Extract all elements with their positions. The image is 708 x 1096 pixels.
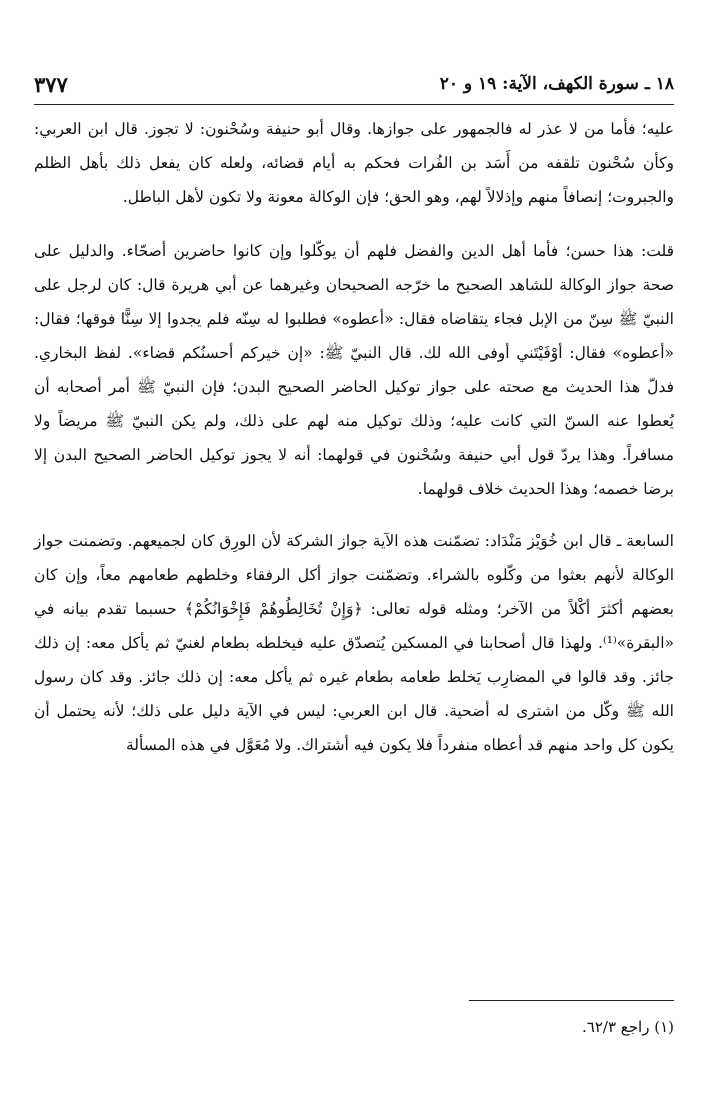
footnote-divider bbox=[469, 1000, 674, 1001]
paragraph-2: قلت: هذا حسن؛ فأما أهل الدين والفضل فلهم أن يوكّلوا وإن كانوا حاضرين أصحّاء. والدليل على صحة جواز الوكالة للشاهد الصحيح ما خرّجه الصحيحان وغيرهما عن أبي هريرة قال: كان لرجل على النبيّ ﷺ سِنّ من الإبل فجاء يتقاضاه فقال: «أعطوه» فطلبوا له سِنّه فلم يجدوا إلا سِنًّا فوقها؛ فقال: «أعطوه» فقال: أوْفَيْتَني أوفى الله لك. قال النبيّ ﷺ: «إن خيركم أحسنُكم قضاء». لفظ البخاري. فدلّ هذا الحديث مع صحته على جواز توكيل الحاضر الصحيح البدن؛ فإن النبيّ ﷺ أمر أصحابه أن يُعطوا عنه السنّ التي كانت عليه؛ وذلك توكيل منه لهم على ذلك، ولم يكن النبيّ ﷺ مريضاً ولا مسافراً. وهذا يردّ قول أبي حنيفة وسُحْنون في قولهما: أنه لا يجوز توكيل الحاضر الصحيح البدن إلا برضا خصمه؛ وهذا الحديث خلاف قولهما. bbox=[34, 242, 674, 498]
paragraph-1: عليه؛ فأما من لا عذر له فالجمهور على جوازها. وقال أبو حنيفة وسُحْنون: لا تجوز. قال ابن العربي: وكأن سُحْنون تلقفه من أَسَد بن الفُرات فحكم به أيام قضائه، ولعله كان يفعل ذلك بأهل الظلم والجبروت؛ إنصافاً منهم وإذلالاً لهم، وهو الحق؛ فإن الوكالة معونة ولا تكون لأهل الباطل. bbox=[34, 120, 674, 206]
paragraph-3: السابعة ـ قال ابن خُوَيْز مَنْدَاد: تضمّنت هذه الآية جواز الشركة لأن الورِق كان لجميعهم. وتضمنت جواز الوكالة لأنهم بعثوا من وكّلوه بالشراء. وتضمّنت جواز أكل الرفقاء وخلطهم طعامهم معاً، وإن كان بعضهم أكثرَ أكْلاً من الآخر؛ ومثله قوله تعالى: ﴿وَإِنْ تُخَالِطُوهُمْ فَإِخْوَانُكُمْ﴾ حسبما تقدم بيانه في «البقرة»⁽¹⁾. ولهذا قال أصحابنا في المسكين يُتصدّق عليه فيخلطه بطعام لغنيّ ثم يأكل معه: إن ذلك جائز. وقد قالوا في المضارِب يَخلط طعامه بطعام غيره ثم يأكل معه: إن ذلك جائز. وقد كان رسول الله ﷺ وكّل من اشترى له أضحية. قال ابن العربي: ليس في الآية دليل على ذلك؛ لأنه يحتمل أن يكون كل واحد منهم قد أعطاه منفرداً فلا يكون فيه أشتراك. ولا مُعَوَّل في هذه المسألة bbox=[34, 532, 674, 754]
page-header bbox=[34, 64, 674, 105]
running-title: ١٨ ـ سورة الكهف، الآية: ١٩ و ٢٠ bbox=[439, 74, 674, 94]
page-number: ٣٧٧ bbox=[34, 72, 68, 97]
main-text bbox=[34, 112, 674, 762]
footnote: (١) راجع ٦٢/٣. bbox=[582, 1018, 674, 1036]
